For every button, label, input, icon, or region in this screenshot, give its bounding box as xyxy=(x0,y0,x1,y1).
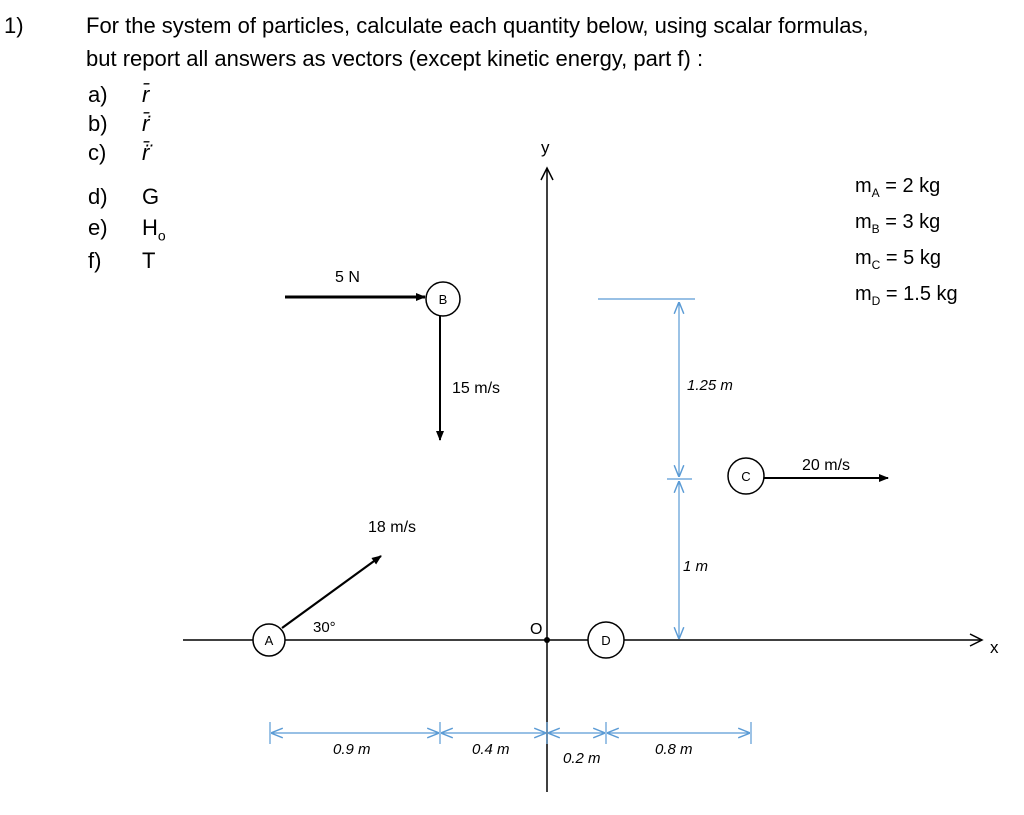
velocity-c-label: 20 m/s xyxy=(802,457,851,474)
particle-d-label: D xyxy=(601,633,611,648)
particle-c xyxy=(728,457,888,494)
mass-a-value: = 2 kg xyxy=(879,175,941,197)
problem-line-1: For the system of particles, calculate each quantity below, using scalar formulas, xyxy=(86,13,869,38)
dim-x-label-4: 0.8 m xyxy=(655,741,693,758)
angle-a-label: 30° xyxy=(313,619,336,636)
item-f-symbol: T xyxy=(142,248,156,273)
axes xyxy=(183,138,999,792)
mass-a-subscript: A xyxy=(871,186,880,200)
item-f-label: f) xyxy=(88,248,102,273)
particle-d xyxy=(588,622,624,658)
particle-c-label: C xyxy=(741,469,751,484)
dim-y-upper-label: 1.25 m xyxy=(687,377,733,394)
item-d-label: d) xyxy=(88,184,108,209)
x-axis-label: x xyxy=(990,638,999,657)
mass-d-subscript: D xyxy=(871,294,881,308)
item-d-symbol: G xyxy=(142,184,160,209)
mass-d-symbol: m xyxy=(855,283,872,305)
particle-a-label: A xyxy=(264,633,274,648)
mass-b-subscript: B xyxy=(871,222,880,236)
item-c-symbol: r̄̈ xyxy=(142,140,150,165)
item-c-label: c) xyxy=(88,140,107,165)
origin-dot xyxy=(544,637,550,643)
mass-b-symbol: m xyxy=(855,211,872,233)
particle-b xyxy=(285,269,500,440)
dim-y-lower-label: 1 m xyxy=(683,558,709,575)
velocity-a-label: 18 m/s xyxy=(368,519,417,536)
item-e-symbol-sub: o xyxy=(157,227,166,244)
mass-d-value: = 1.5 kg xyxy=(880,283,958,305)
mass-c-subscript: C xyxy=(871,258,881,272)
item-e-label: e) xyxy=(88,215,108,240)
dim-x-label-3: 0.2 m xyxy=(563,750,601,767)
problem-line-2: but report all answers as vectors (except kinetic energy, part f) : xyxy=(86,46,704,71)
item-b-label: b) xyxy=(88,111,108,136)
dim-x-label-2: 0.4 m xyxy=(472,741,510,758)
y-axis-label: y xyxy=(541,138,550,157)
mass-a-symbol: m xyxy=(855,175,872,197)
velocity-arrow-a xyxy=(282,556,381,628)
dim-x-label-1: 0.9 m xyxy=(333,741,371,758)
mass-c-symbol: m xyxy=(855,247,872,269)
mass-b-value: = 3 kg xyxy=(879,211,941,233)
particle-a xyxy=(253,519,416,656)
particle-b-label: B xyxy=(438,292,448,307)
velocity-b-label: 15 m/s xyxy=(452,380,501,397)
item-b-symbol: r̄̇ xyxy=(142,111,150,136)
item-e-symbol-main: H xyxy=(142,215,158,240)
vertical-dimensions xyxy=(598,299,695,638)
mass-c-value: = 5 kg xyxy=(880,247,941,269)
origin-label: O xyxy=(530,621,543,638)
force-b-label: 5 N xyxy=(335,269,360,286)
item-a-label: a) xyxy=(88,82,108,107)
item-a-symbol: r̄ xyxy=(142,82,150,107)
problem-number: 1) xyxy=(4,13,24,38)
